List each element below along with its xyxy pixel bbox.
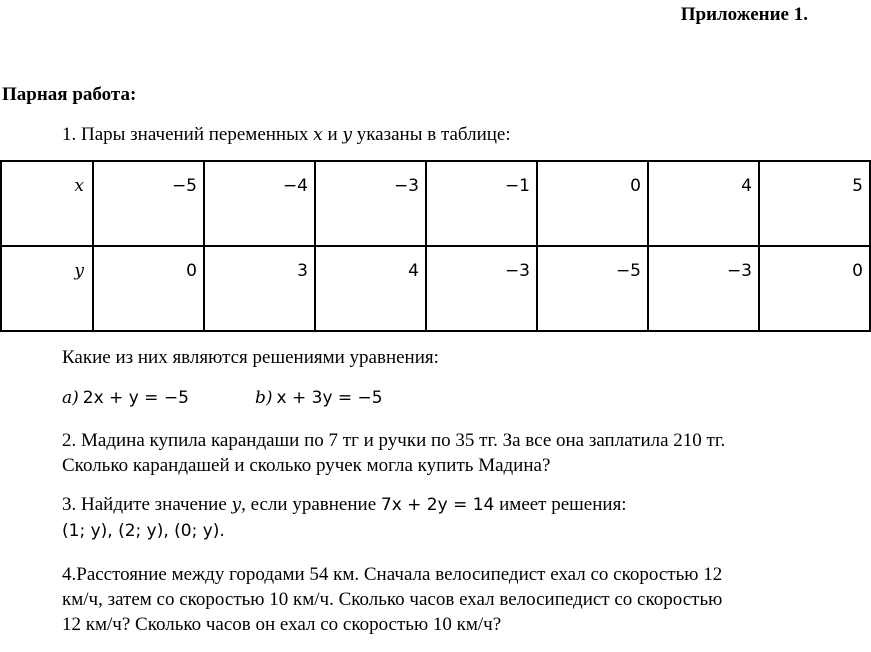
task1-conj: и [322,124,343,145]
appendix-label: Приложение 1. [680,4,808,25]
task3-line1 [62,494,627,516]
table-cell: 0 [759,246,870,331]
table-row-x [1,161,870,246]
task3-var: y [231,495,242,515]
equation-a-text: 2x + y = −5 [82,388,189,408]
task1-intro-prefix: 1. Пары значений переменных [62,124,314,145]
table-cell: −3 [315,161,426,246]
equation-b [255,388,383,408]
task1-question: Какие из них являются решениями уравнения: [62,347,439,368]
table-cell: 4 [648,161,759,246]
table-cell: −3 [426,246,537,331]
table-cell: −5 [537,246,648,331]
table-row-label: y [1,246,93,331]
task3-prefix: 3. Найдите значение [62,494,232,515]
table-cell: 5 [759,161,870,246]
table-cell: −1 [426,161,537,246]
task4-line3: 12 км/ч? Сколько часов он ехал со скоростью 10 км/ч? [62,614,502,635]
task3-solutions: (1; y), (2; y), (0; y). [62,521,225,541]
equation-a-label: a) [62,388,79,408]
task4-line2: км/ч, затем со скоростью 10 км/ч. Сколько часов ехал велосипедист со скоростью [62,589,723,610]
task3-middle: , если уравнение [241,494,381,515]
task2-line2: Сколько карандашей и сколько ручек могла купить Мадина? [62,455,551,476]
var-y: y [342,125,352,145]
table-cell: −5 [93,161,204,246]
table-row-label: x [1,161,93,246]
table-cell: −4 [204,161,315,246]
equation-b-text: x + 3y = −5 [276,388,383,408]
table-cell: 3 [204,246,315,331]
table-cell: −3 [648,246,759,331]
task4-line1: 4.Расстояние между городами 54 км. Сначала велосипедист ехал со скоростью 12 [62,564,723,585]
equation-a [62,388,189,408]
table-cell: 0 [93,246,204,331]
equation-b-label: b) [255,388,273,408]
var-x: x [313,125,323,145]
table-cell: 4 [315,246,426,331]
task3-equation: 7x + 2y = 14 [380,495,495,515]
table-cell: 0 [537,161,648,246]
pair-work-title: Парная работа: [2,84,137,105]
values-table [0,160,871,332]
table-row-y [1,246,870,331]
task1-intro-suffix: указаны в таблице: [351,124,511,145]
task3-suffix: имеет решения: [494,494,627,515]
task2-line1: 2. Мадина купила карандаши по 7 тг и ручки по 35 тг. За все она заплатила 210 тг. [62,430,726,451]
task1-intro [62,124,511,146]
